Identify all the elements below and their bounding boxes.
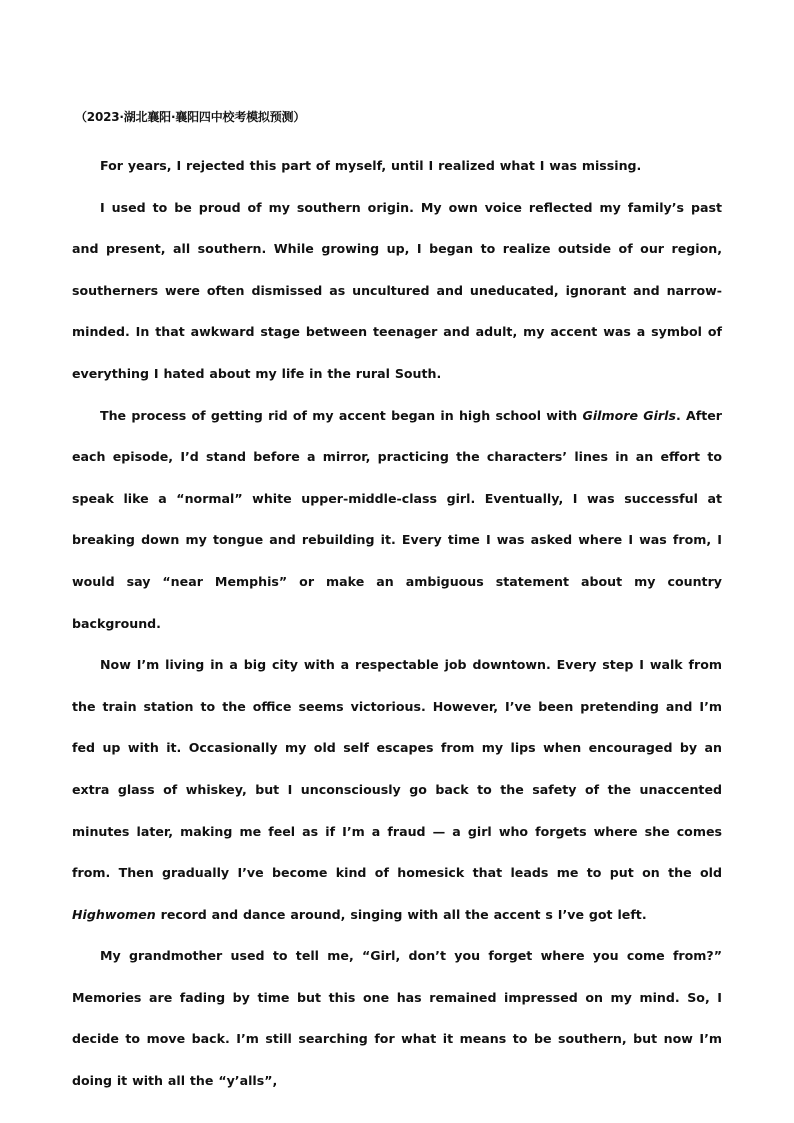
paragraph-text: My grandmother used to tell me, “Girl, don’t you forget where you come from?” Memories are fading by time but this one has remained impressed on my mind. So, I decide to move back. I’m still searching for what it means to be southern, but now I’m doing it with all the “y’alls”, bbox=[72, 948, 722, 1089]
passage-body bbox=[72, 145, 722, 1102]
paragraph-5 bbox=[72, 935, 722, 1101]
paragraph-1 bbox=[72, 145, 722, 187]
paragraph-2 bbox=[72, 187, 722, 395]
title-highwomen: Highwomen bbox=[72, 906, 156, 922]
paragraph-text: Now I’m living in a big city with a respectable job downtown. Every step I walk from the train station to the office seems victorious. However, I’ve been pretending and I’m fed up with it. Occasionally my old self escapes from my lips when encouraged by an extra glass of whiskey, but I unconsciously go back to the safety of the unaccented minutes later, making me feel as if I’m a fraud — a girl who forgets where she comes from. Then gradually I’ve become kind of homesick that leads me to put on the old bbox=[72, 657, 722, 881]
source-citation: （2023·湖北襄阳·襄阳四中校考模拟预测） bbox=[75, 110, 306, 124]
paragraph-text: I used to be proud of my southern origin. My own voice reflected my family’s past and present, all southern. While growing up, I began to realize outside of our region, southerners were often dismissed as uncultured and uneducated, ignorant and narrow-minded. In that awkward stage between teenager and adult, my accent was a symbol of everything I hated about my life in the rural South. bbox=[72, 199, 722, 381]
paragraph-text: record and dance around, singing with all the accent s I’ve got left. bbox=[155, 906, 647, 922]
paragraph-text: . After each episode, I’d stand before a mirror, practicing the characters’ lines in an effort to speak like a “normal” white upper-middle-class girl. Eventually, I was successful at breaking down my tongue and rebuilding it. Every time I was asked where I was from, I would say “near Memphis” or make an ambiguous statement about my country background. bbox=[72, 407, 723, 631]
title-gilmore-girls: Gilmore Girls bbox=[582, 407, 676, 423]
paragraph-text: The process of getting rid of my accent began in high school with bbox=[100, 407, 583, 423]
paragraph-4 bbox=[72, 644, 722, 935]
paragraph-text: For years, I rejected this part of myself, until I realized what I was missing. bbox=[100, 158, 642, 173]
paragraph-3 bbox=[72, 395, 722, 645]
